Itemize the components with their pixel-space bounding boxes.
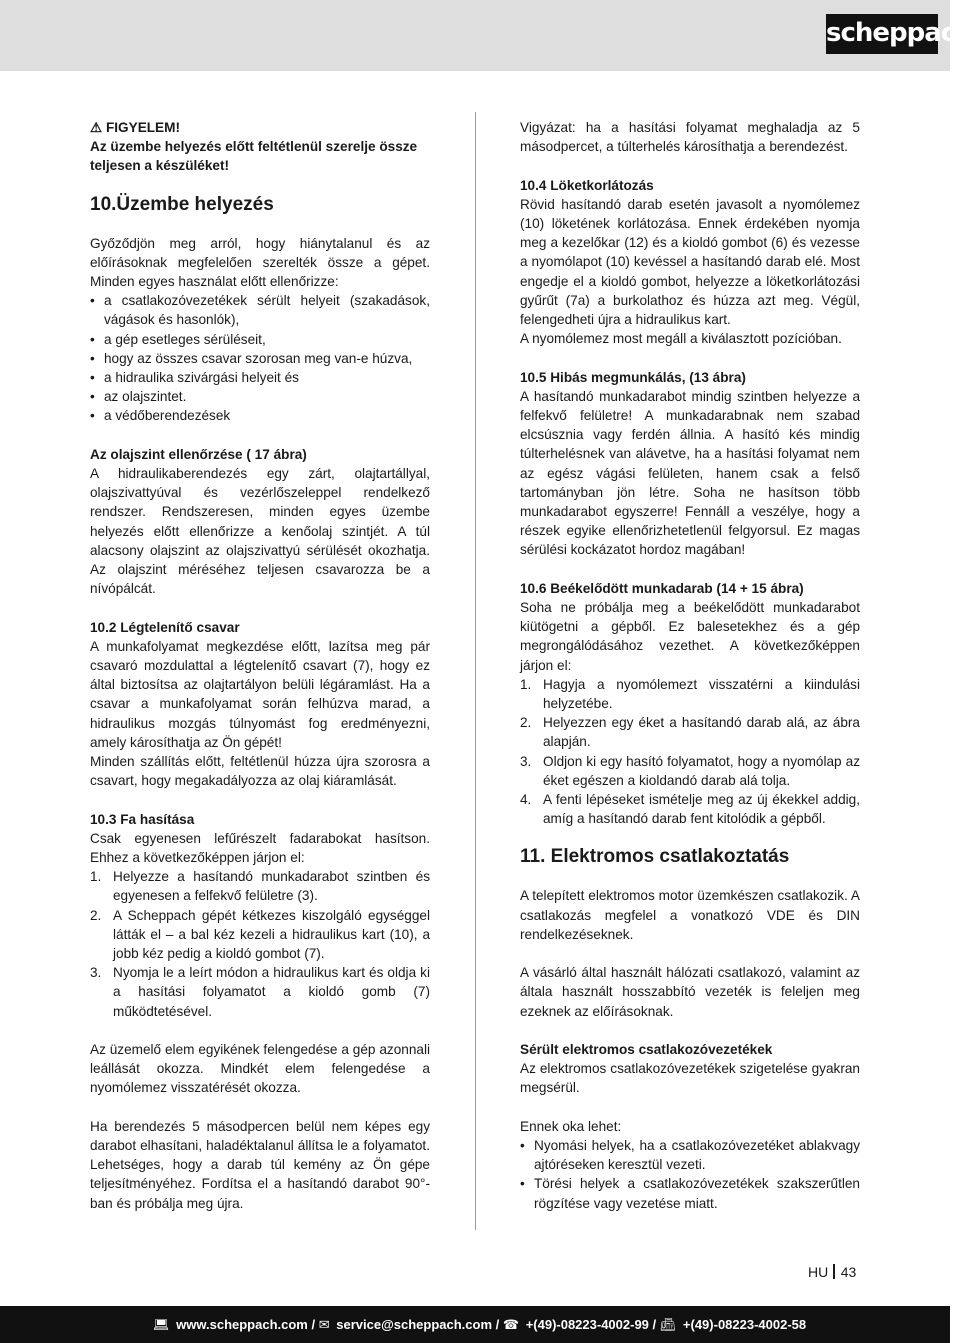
section-10-number: 10.: [90, 193, 117, 215]
page-number-value: 43: [840, 1264, 857, 1280]
section-10-title: Üzembe helyezés: [116, 193, 274, 215]
footer-separator: /: [492, 1317, 503, 1332]
checklist-item: • a hidraulika szivárgási helyeit és: [90, 370, 299, 386]
language-code: HU: [808, 1264, 829, 1280]
section-10-3-heading: 10.3 Fa hasítása: [90, 811, 195, 827]
page-number-separator: [833, 1264, 835, 1279]
section-10-2-heading: 10.2 Légtelenítő csavar: [90, 619, 240, 635]
checklist-item: • az olajszintet.: [90, 389, 187, 405]
left-column: [90, 118, 430, 1213]
warning-title: FIGYELEM!: [105, 120, 180, 135]
oil-level-heading: Az olajszint ellenőrzése ( 17 ábra): [90, 446, 307, 462]
step-item: 2. Helyezzen egy éket a hasítandó darab alá, az ábra alapján.: [520, 715, 860, 750]
footer-separator: /: [307, 1317, 319, 1332]
section-10-3-steps: [90, 867, 430, 1021]
section-10-5-heading: 10.5 Hibás megmunkálás, (13 ábra): [520, 369, 746, 385]
section-10-2-text-2: Minden szállítás előtt, feltétlenül húzza újra szorosra a csavart, hogy megakadályozza az olaj kiáramlását.: [90, 754, 430, 789]
step-item: 1. Hagyja a nyomólemezt visszatérni a kiindulási helyzetébe.: [520, 676, 860, 712]
warning-text: Az üzembe helyezés előtt feltétlenül szerelje össze teljesen a készüléket!: [90, 139, 418, 174]
checklist-item: • a gép esetleges sérüléseit,: [90, 331, 266, 347]
footer-website[interactable]: www.scheppach.com: [176, 1317, 308, 1332]
causes-list: [520, 1136, 860, 1213]
section-10-4-heading: 10.4 Löketkorlátozás: [520, 177, 654, 193]
computer-icon: 💻︎: [153, 1317, 170, 1332]
column-divider: [475, 112, 476, 1230]
section-10-heading: [90, 193, 430, 217]
footer-separator: /: [648, 1317, 660, 1332]
footer-phone: +(49)-08223-4002-99: [525, 1317, 649, 1332]
damaged-cables-heading: Sérült elektromos csatlakozóvezetékek: [520, 1042, 773, 1058]
scheppach-logo: scheppach: [826, 14, 938, 54]
step-item: 3. Nyomja le a leírt módon a hidraulikus kart és oldja ki a hasítási folyamatot a kioldó gomb (7) működtetésével.: [90, 965, 430, 1019]
damaged-cables-text: Az elektromos csatlakozóvezetékek szigetelése gyakran megsérül.: [520, 1061, 860, 1096]
warning-block: [90, 118, 430, 137]
page-header: [0, 0, 973, 71]
right-column: [520, 118, 860, 1213]
section-10-6-intro: Soha ne próbálja meg a beékelődött munkadarabot kiütögetni a gépből. Ez balesetekhez és a gép megrongálódásához vezethet. A következőképpen járjon el:: [520, 600, 860, 673]
section-10-4-text-2: A nyomólemez most megáll a kiválasztott pozícióban.: [520, 331, 842, 347]
cause-item: • Törési helyek a csatlakozóvezetékek szakszerűtlen rögzítése vagy vezetése miatt.: [520, 1176, 860, 1211]
section-11-text: A telepített elektromos motor üzemkészen csatlakozik. A csatlakozás megfelel a vonatkozó VDE és DIN rendelkezéseknek.: [520, 888, 860, 942]
page-number: [808, 1264, 856, 1280]
page-footer: [0, 1306, 950, 1343]
warning-triangle-icon: ⚠: [90, 120, 103, 135]
section-10-2-text: A munkafolyamat megkezdése előtt, lazítsa meg pár csavaró mozdulattal a légtelenítő csavart (7), hogy ez által biztosítsa az olajtartályon belüli légáramlást. Ha a csavar a munkafolyamat során felhúzva marad, a hidraulikus mozgás túlnyomást fog eredményezni, amely károsíthatja az Ön gépét!: [90, 638, 430, 750]
five-seconds-text: Ha berendezés 5 másodpercen belül nem képes egy darabot elhasítani, haladéktalanul állítsa le a folyamatot. Lehetséges, hogy a darab túl kemény az Ön gépe teljesítményéhez. Fordítsa el a hasítandó darabot 90°-ban és próbálja meg újra.: [90, 1118, 430, 1211]
step-item: 1. Helyezze a hasítandó munkadarabot szintben és egyenesen a felfekvő felületre (3).: [90, 869, 430, 904]
fax-icon: 📠︎: [659, 1317, 677, 1332]
step-item: 3. Oldjon ki egy hasító folyamatot, hogy a nyomólap az éket egészen a kioldandó darab alá tolja.: [520, 753, 860, 788]
causes-intro: Ennek oka lehet:: [520, 1118, 622, 1134]
oil-level-text: A hidraulikaberendezés egy zárt, olajtartállyal, olajszivattyúval és vezérlőszeleppel rendelkező rendszer. Rendszeresen, minden egyes üzembe helyezés előtt ellenőrizze a kenőolaj szintjét. A túl alacsony olajszint az olajszivattyú sérülését okozhatja. Az olajszint méréséhez teljesen csavarozza be a nívópálcát.: [90, 466, 430, 597]
step-item: 4. A fenti lépéseket ismételje meg az új ékekkel addig, amíg a hasítandó darab fent kitolódik a gépből.: [520, 792, 860, 827]
section-11-text-2: A vásárló által használt hálózati csatlakozó, valamint az általa használt hosszabbító vezeték is feleljen meg ezeknek az előírásoknak.: [520, 965, 860, 1019]
release-text: Az üzemelő elem egyikének felengedése a gép azonnali leállását okozza. Mindkét elem felengedése a nyomólemez visszatérését okozza.: [90, 1042, 430, 1096]
section-10-6-heading: 10.6 Beékelődött munkadarab (14 + 15 ábra): [520, 580, 804, 596]
envelope-icon: ✉︎: [318, 1317, 330, 1332]
footer-fax: +(49)-08223-4002-58: [682, 1317, 807, 1332]
checklist-item: • a csatlakozóvezetékek sérült helyeit (szakadások, vágások és hasonlók),: [90, 293, 430, 328]
section-10-5-text: A hasítandó munkadarabot mindig szintben helyezze a felfekvő felületre! A munkadarabnak nem szabad elcsúsznia vagy ferdén állnia. A hasító kés mindig túlterhelésnek van alávetve, ha a hasítási folyamat nem az egész vágási felületen, hanem csak a felső tartományban jön létre. Soha ne hasítson több munkadarabot egyszerre! Fennáll a veszélye, hogy a részek egyike ellenőrizhetetlenül felgyorsul. Ez magas sérülési kockázatot hordoz magában!: [520, 388, 860, 558]
checklist-item: • hogy az összes csavar szorosan meg van-e húzva,: [90, 350, 413, 366]
section-10-3-intro: Csak egyenesen lefűrészelt fadarabokat hasítson. Ehhez a következőképpen járjon el:: [90, 830, 430, 866]
section-10-4-text: Rövid hasítandó darab esetén javasolt a nyomólemez (10) löketének korlátozása. Ennek érdekében nyomja meg a kezelőkar (12) és a kioldó gombot (6) és vezesse a nyomólapot (10) kevéssel a hasítandó darab elé. Most engedje el a kioldó gombot, helyezze a löketkorlátozási gyűrűt (7a) a burkolathoz és húzza azt meg. Végül, felengedheti újra a hidraulikus kart.: [520, 196, 860, 328]
checklist-item: • a védőberendezések: [90, 408, 231, 424]
section-10-6-steps: [520, 675, 860, 829]
intro-text: Győződjön meg arról, hogy hiánytalanul és az előírásoknak megfelelően szerelték össze a gépet. Minden egyes használat előtt ellenőrizze:: [90, 235, 430, 290]
section-11-number: 11.: [520, 846, 546, 868]
step-item: 2. A Scheppach gépét kétkezes kiszolgáló egységgel látták el – a bal kéz kezeli a hidraulikus kart (10), a jobb kéz pedig a kioldó gombot (7).: [90, 907, 430, 962]
caution-text: Vigyázat: ha a hasítási folyamat meghaladja az 5 másodpercet, a túlterhelés károsíthatja a berendezést.: [520, 120, 860, 155]
telephone-icon: ☎︎: [502, 1317, 520, 1332]
footer-email[interactable]: service@scheppach.com: [336, 1317, 493, 1332]
section-11-heading: [520, 845, 860, 869]
cause-item: • Nyomási helyek, ha a csatlakozóvezetéket ablakvagy ajtóréseken keresztül vezeti.: [520, 1138, 860, 1173]
checklist: [90, 291, 430, 425]
section-11-title: Elektromos csatlakoztatás: [550, 846, 790, 868]
